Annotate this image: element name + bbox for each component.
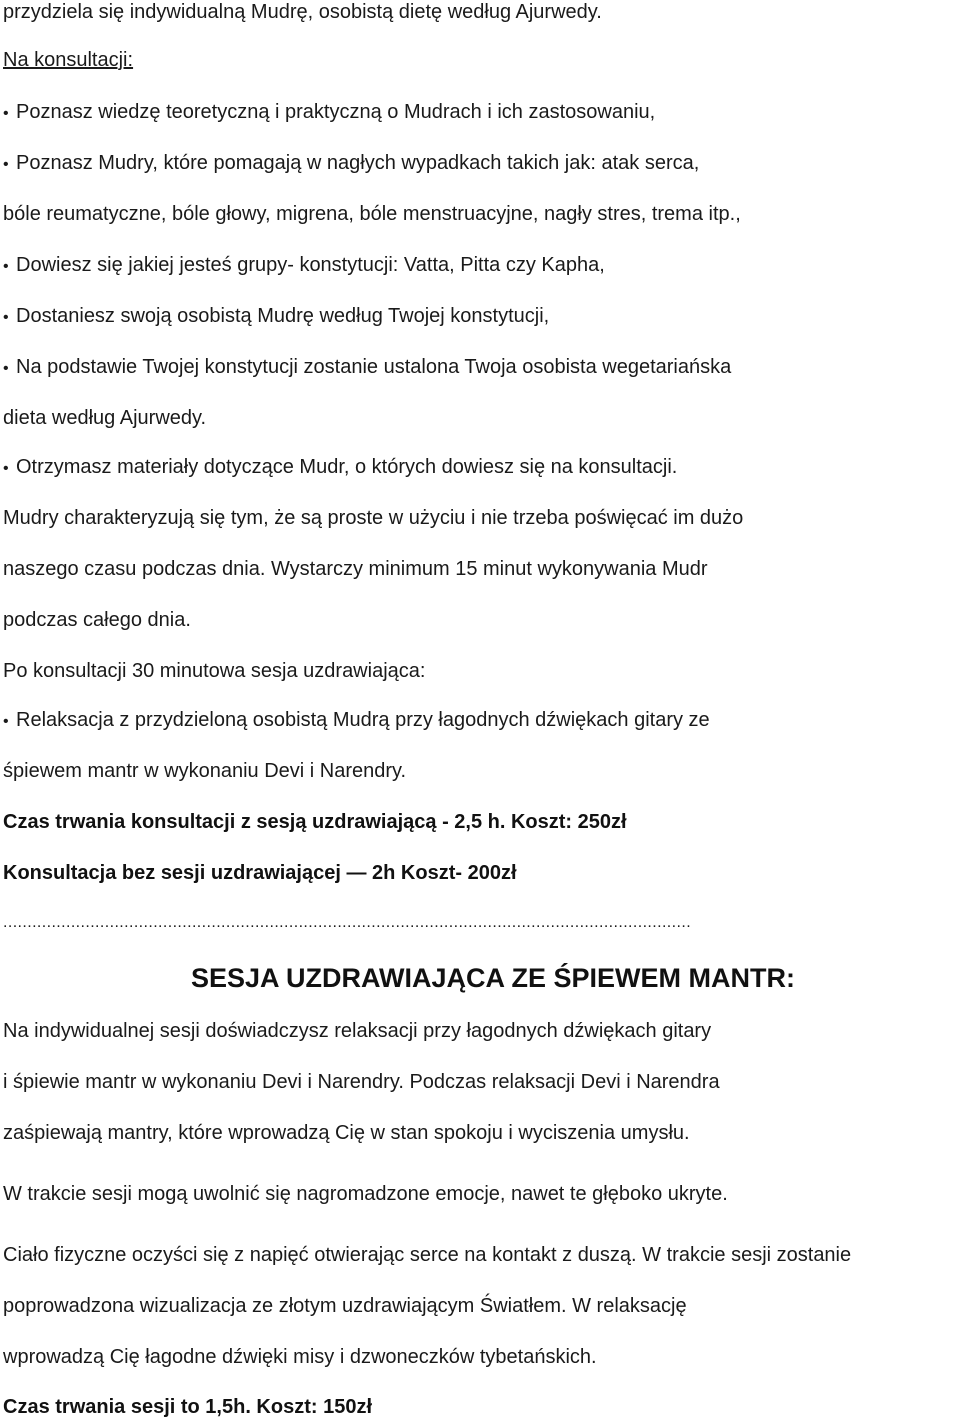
list-item-text: Relaksacja z przydzieloną osobistą Mudrą przy łagodnych dźwiękach gitary ze	[16, 709, 710, 731]
price-line-consultation-with-session: Czas trwania konsultacji z sesją uzdrawiającą - 2,5 h. Koszt: 250zł	[3, 811, 627, 833]
paragraph-line: i śpiewie mantr w wykonaniu Devi i Narendry. Podczas relaksacji Devi i Narendra	[3, 1071, 720, 1093]
list-item	[3, 304, 549, 330]
list-item-text: Poznasz Mudry, które pomagają w nagłych wypadkach takich jak: atak serca,	[16, 152, 700, 174]
bullet-icon: •	[3, 360, 9, 377]
list-item	[3, 151, 699, 177]
list-item-text: Otrzymasz materiały dotyczące Mudr, o których dowiesz się na konsultacji.	[16, 456, 678, 478]
intro-text-line: przydziela się indywidualną Mudrę, osobistą dietę według Ajurwedy.	[3, 1, 602, 23]
bullet-icon: •	[3, 713, 9, 730]
section-heading: SESJA UZDRAWIAJĄCA ZE ŚPIEWEM MANTR:	[190, 963, 796, 993]
list-item	[3, 455, 677, 481]
paragraph-line: wprowadzą Cię łagodne dźwięki misy i dzwoneczków tybetańskich.	[3, 1346, 597, 1368]
paragraph-line: Ciało fizyczne oczyści się z napięć otwierając serce na kontakt z duszą. W trakcie sesji zostanie	[3, 1244, 852, 1266]
paragraph-line: zaśpiewają mantry, które wprowadzą Cię w stan spokoju i wyciszenia umysłu.	[3, 1122, 690, 1144]
price-line-consultation-only: Konsultacja bez sesji uzdrawiającej — 2h Koszt- 200zł	[3, 862, 517, 884]
price-line-session: Czas trwania sesji to 1,5h. Koszt: 150zł	[3, 1396, 373, 1418]
section-label-consultation: Na konsultacji:	[3, 49, 134, 71]
list-item	[3, 253, 605, 279]
bullet-icon: •	[3, 156, 9, 173]
paragraph-line: naszego czasu podczas dnia. Wystarczy minimum 15 minut wykonywania Mudr	[3, 558, 708, 580]
list-item-text: Poznasz wiedzę teoretyczną i praktyczną o Mudrach i ich zastosowaniu,	[16, 101, 656, 123]
list-item-continuation: bóle reumatyczne, bóle głowy, migrena, bóle menstruacyjne, nagły stres, trema itp.,	[3, 203, 741, 225]
session-intro-line: Po konsultacji 30 minutowa sesja uzdrawiająca:	[3, 660, 426, 682]
paragraph-line: podczas całego dnia.	[3, 609, 191, 631]
dotted-separator: ..............................................................................................................................................	[3, 915, 692, 931]
list-item	[3, 355, 731, 381]
bullet-icon: •	[3, 309, 9, 326]
list-item-text: Na podstawie Twojej konstytucji zostanie ustalona Twoja osobista wegetariańska	[16, 356, 732, 378]
paragraph-line: Na indywidualnej sesji doświadczysz relaksacji przy łagodnych dźwiękach gitary	[3, 1020, 712, 1042]
list-item-continuation: śpiewem mantr w wykonaniu Devi i Narendry.	[3, 760, 407, 782]
list-item-text: Dostaniesz swoją osobistą Mudrę według Twojej konstytucji,	[16, 305, 550, 327]
list-item	[3, 100, 655, 126]
paragraph-line: poprowadzona wizualizacja ze złotym uzdrawiającym Światłem. W relaksację	[3, 1295, 687, 1317]
paragraph-line: W trakcie sesji mogą uwolnić się nagromadzone emocje, nawet te głęboko ukryte.	[3, 1183, 728, 1205]
bullet-icon: •	[3, 460, 9, 477]
bullet-icon: •	[3, 258, 9, 275]
list-item	[3, 708, 710, 734]
paragraph-line: Mudry charakteryzują się tym, że są proste w użyciu i nie trzeba poświęcać im dużo	[3, 507, 744, 529]
list-item-text: Dowiesz się jakiej jesteś grupy- konstytucji: Vatta, Pitta czy Kapha,	[16, 254, 605, 276]
list-item-continuation: dieta według Ajurwedy.	[3, 407, 207, 429]
bullet-icon: •	[3, 105, 9, 122]
